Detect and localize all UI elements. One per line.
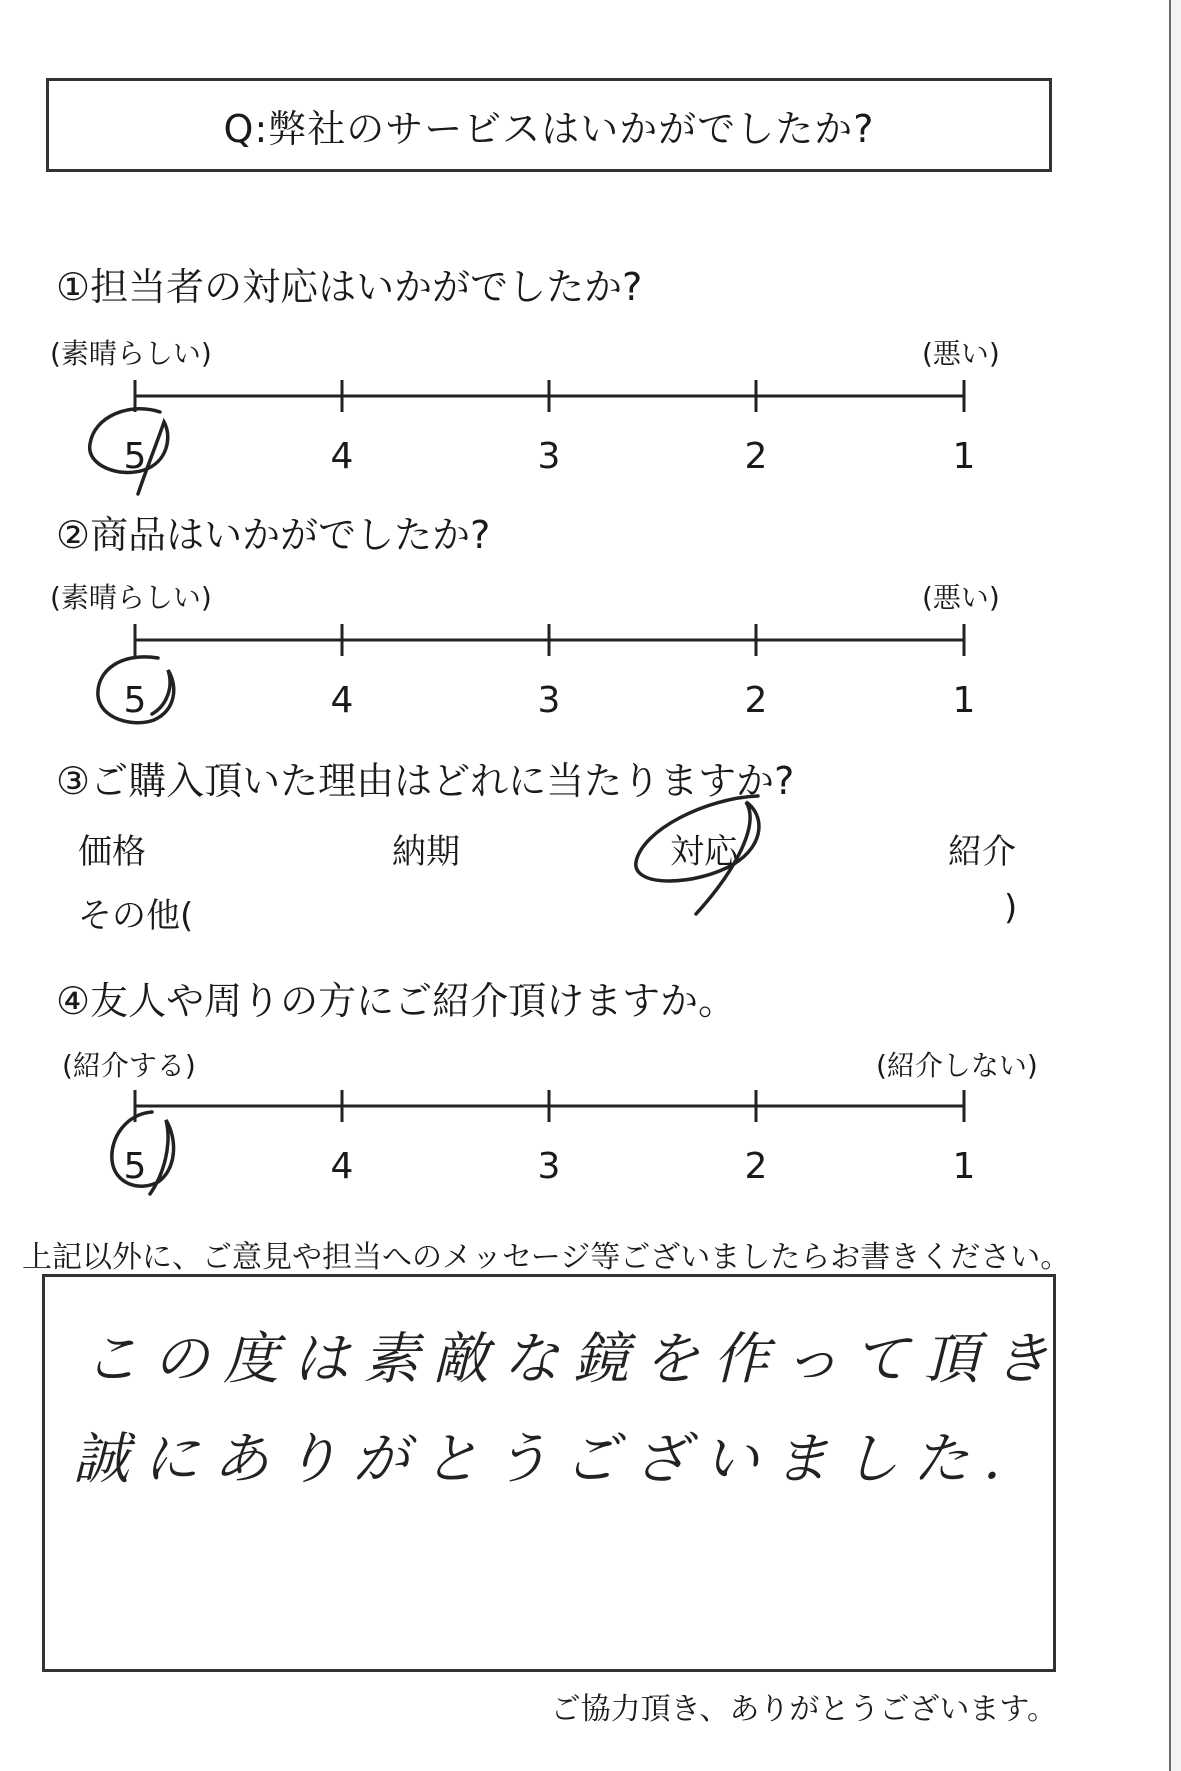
q2-right-label: (悪い) bbox=[922, 581, 1000, 614]
reason-referral[interactable]: 紹介 bbox=[948, 832, 1016, 872]
q2-left-label: (素晴らしい) bbox=[50, 581, 212, 614]
reason-delivery[interactable]: 納期 bbox=[392, 832, 460, 872]
q4-option-2[interactable]: 2 bbox=[744, 1146, 768, 1187]
question-4: ④友人や周りの方にご紹介頂けますか。 bbox=[56, 979, 737, 1023]
q2-option-1[interactable]: 1 bbox=[952, 680, 976, 721]
q1-option-3[interactable]: 3 bbox=[537, 436, 561, 477]
handwritten-comment-line-1: この度は素敵な鏡を作って頂き bbox=[83, 1327, 1063, 1392]
reason-other-label[interactable]: その他( bbox=[78, 896, 194, 936]
reason-price[interactable]: 価格 bbox=[78, 832, 146, 872]
q2-option-5[interactable]: 5 bbox=[123, 680, 147, 721]
q4-option-1[interactable]: 1 bbox=[952, 1146, 976, 1187]
q2-option-2[interactable]: 2 bbox=[744, 680, 768, 721]
q1-option-2[interactable]: 2 bbox=[744, 436, 768, 477]
reason-other-close: ) bbox=[1004, 888, 1018, 928]
q1-rating-scale bbox=[0, 378, 1181, 488]
comment-heading: 上記以外に、ご意見や担当へのメッセージ等ございましたらお書きください。 bbox=[22, 1240, 1071, 1275]
q4-option-3[interactable]: 3 bbox=[537, 1146, 561, 1187]
q1-option-5[interactable]: 5 bbox=[123, 436, 147, 477]
question-3: ③ご購入頂いた理由はどれに当たりますか? bbox=[56, 759, 795, 803]
reason-service[interactable]: 対応 bbox=[670, 832, 738, 872]
page-title: Q:弊社のサービスはいかがでしたか? bbox=[223, 106, 875, 151]
page-edge bbox=[1169, 0, 1181, 1771]
question-2: ②商品はいかがでしたか? bbox=[56, 513, 491, 557]
q2-rating-scale bbox=[0, 622, 1181, 732]
question-1: ①担当者の対応はいかがでしたか? bbox=[56, 265, 643, 309]
q2-option-4[interactable]: 4 bbox=[330, 680, 354, 721]
q1-option-4[interactable]: 4 bbox=[330, 436, 354, 477]
handwritten-comment-line-2: 誠にありがとうございました. bbox=[73, 1427, 1015, 1492]
title-box bbox=[46, 78, 1052, 172]
q4-left-label: (紹介する) bbox=[62, 1049, 196, 1082]
q4-option-5[interactable]: 5 bbox=[123, 1146, 147, 1187]
q4-rating-scale bbox=[0, 1088, 1181, 1198]
q1-option-1[interactable]: 1 bbox=[952, 436, 976, 477]
footer-thanks: ご協力頂き、ありがとうございます。 bbox=[550, 1692, 1057, 1727]
comment-box[interactable] bbox=[42, 1274, 1063, 1672]
q1-left-label: (素晴らしい) bbox=[50, 337, 212, 370]
q4-right-label: (紹介しない) bbox=[876, 1049, 1038, 1082]
q4-option-4[interactable]: 4 bbox=[330, 1146, 354, 1187]
q1-right-label: (悪い) bbox=[922, 337, 1000, 370]
q2-option-3[interactable]: 3 bbox=[537, 680, 561, 721]
